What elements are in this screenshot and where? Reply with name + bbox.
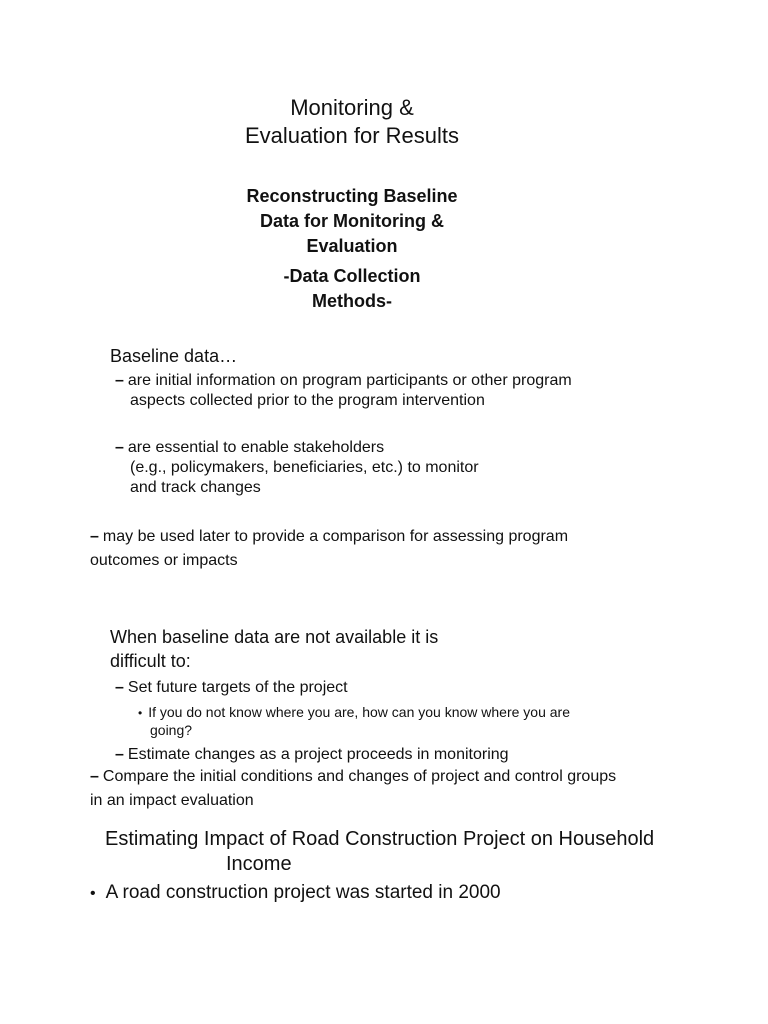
road-item-1 <box>90 880 501 907</box>
road-item-1-text: A road construction project was started in 2000 <box>105 882 501 903</box>
baseline-heading: Baseline data… <box>110 346 238 366</box>
baseline-item-2-text: are essential to enable stakeholders <box>127 439 385 456</box>
unavailable-sub-item-1-text: If you do not know where you are, how can you know where you are <box>148 704 571 720</box>
baseline-item-2-cont-1: (e.g., policymakers, beneficiaries, etc.) to monitor <box>130 459 479 476</box>
title-line-2: Evaluation for Results <box>245 123 459 148</box>
unavailable-item-1-text: Set future targets of the project <box>127 679 348 696</box>
baseline-item-3-cont: outcomes or impacts <box>90 552 238 569</box>
unavailable-item-2 <box>115 745 509 765</box>
baseline-item-1 <box>115 371 572 391</box>
unavailable-item-3-text: Compare the initial conditions and changes of project and control groups <box>102 768 617 785</box>
unavailable-item-2-text: Estimate changes as a project proceeds in monitoring <box>127 746 509 763</box>
dash-marker: – <box>115 679 124 696</box>
baseline-item-3-text: may be used later to provide a comparison for assessing program <box>102 528 569 545</box>
subtitle-line-1: Reconstructing Baseline <box>246 186 458 206</box>
baseline-item-2 <box>115 438 384 458</box>
dash-marker: – <box>90 528 99 545</box>
subtitle-line-4: -Data Collection <box>283 266 421 286</box>
unavailable-heading-line-1: When baseline data are not available it is <box>110 627 439 647</box>
subtitle-line-3: Evaluation <box>306 236 398 256</box>
baseline-item-3 <box>90 527 568 547</box>
unavailable-sub-item-1 <box>138 703 570 723</box>
unavailable-item-3 <box>90 767 616 787</box>
unavailable-sub-item-1-cont: going? <box>150 722 193 738</box>
road-heading-line-2: Income <box>226 853 292 875</box>
bullet-marker: • <box>90 885 96 902</box>
road-heading-line-1: Estimating Impact of Road Construction Project on Household <box>105 828 655 850</box>
subtitle-line-5: Methods- <box>312 291 392 311</box>
dash-marker: – <box>115 746 124 763</box>
dash-marker: – <box>90 768 99 785</box>
dash-marker: – <box>115 439 124 456</box>
unavailable-heading-line-2: difficult to: <box>110 651 191 671</box>
baseline-item-1-cont: aspects collected prior to the program intervention <box>130 392 485 409</box>
baseline-item-1-text: are initial information on program participants or other program <box>127 372 572 389</box>
subtitle-line-2: Data for Monitoring & <box>260 211 444 231</box>
dash-marker: – <box>115 372 124 389</box>
unavailable-item-3-cont: in an impact evaluation <box>90 792 254 809</box>
bullet-marker: • <box>138 706 143 720</box>
unavailable-item-1 <box>115 678 348 698</box>
title-line-1: Monitoring & <box>290 95 414 120</box>
baseline-item-2-cont-2: and track changes <box>130 479 261 496</box>
